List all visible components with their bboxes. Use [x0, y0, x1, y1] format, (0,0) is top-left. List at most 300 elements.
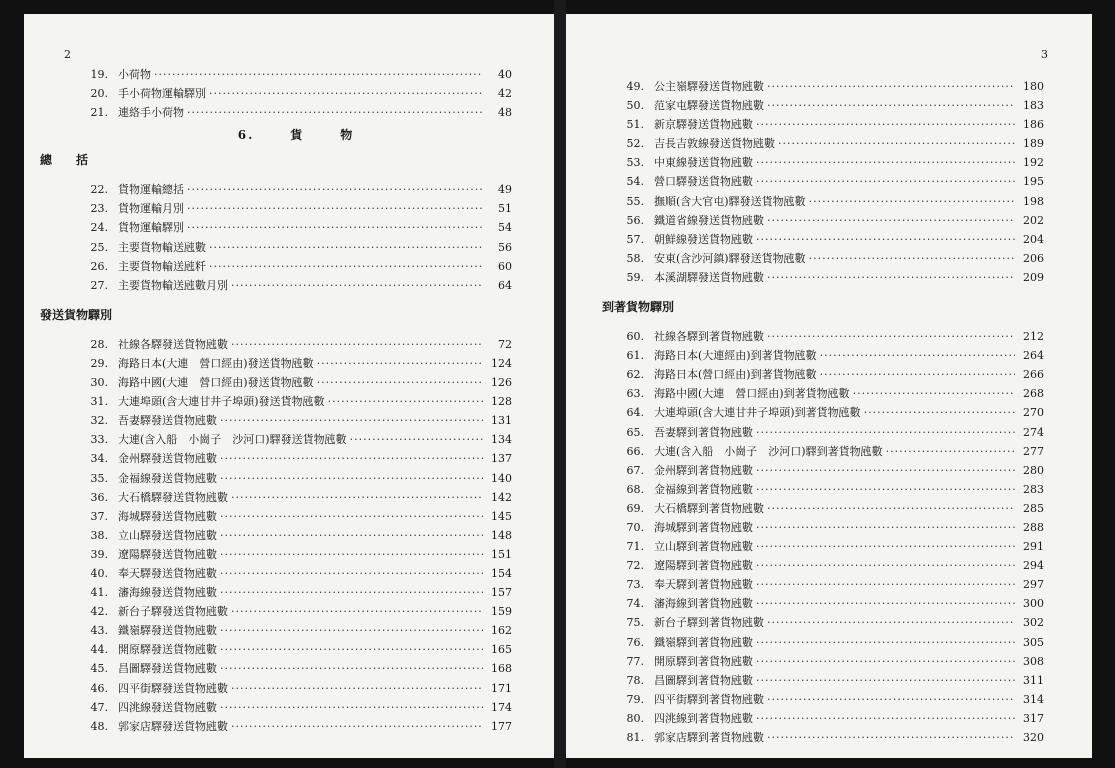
toc-entry: [616, 172, 1044, 191]
entry-number: 48.: [90, 719, 108, 733]
entry-title: 金州驛到著貨物瓲數: [654, 463, 753, 477]
dot-leader: [187, 103, 483, 122]
entry-number: 26.: [90, 259, 108, 273]
toc-entry: [80, 507, 512, 526]
entry-title: 營口驛發送貨物瓲數: [654, 175, 753, 189]
entry-page: 195: [1023, 175, 1044, 189]
dot-leader: [209, 257, 483, 276]
entry-number: 68.: [626, 482, 644, 496]
dot-leader: [756, 153, 1015, 172]
entry-number: 38.: [90, 528, 108, 542]
entry-page: 288: [1023, 520, 1044, 534]
entry-title: 四洮線發送貨物瓲數: [118, 700, 217, 714]
toc-entry: [80, 698, 512, 717]
toc-entry: [80, 545, 512, 564]
dot-leader: [187, 199, 483, 218]
dot-leader: [886, 442, 1015, 461]
entry-title: 大石橋驛發送貨物瓲數: [118, 490, 228, 504]
dot-leader: [820, 365, 1015, 384]
entry-page: 124: [491, 356, 512, 370]
toc-entry: [616, 499, 1044, 518]
entry-page: 280: [1023, 463, 1044, 477]
entry-number: 76.: [626, 635, 644, 649]
entry-page: 266: [1023, 368, 1044, 382]
entry-number: 62.: [626, 368, 644, 382]
entry-page: 128: [491, 395, 512, 409]
entry-title: 海路日本(大連經由)到著貨物瓲數: [654, 349, 817, 363]
entry-number: 44.: [90, 643, 108, 657]
entry-number: 78.: [626, 673, 644, 687]
entry-title: 遼陽驛到著貨物瓲數: [654, 559, 753, 573]
entry-number: 65.: [626, 425, 644, 439]
entry-number: 53.: [626, 156, 644, 170]
entry-page: 204: [1023, 232, 1044, 246]
toc-group: [616, 327, 1044, 747]
entry-page: 148: [491, 528, 512, 542]
entry-number: 47.: [90, 700, 108, 714]
entry-page: 51: [498, 202, 512, 216]
dot-leader: [756, 230, 1015, 249]
toc-entry: [80, 659, 512, 678]
entry-number: 50.: [626, 99, 644, 113]
toc-entry: [616, 230, 1044, 249]
toc-entry: [80, 583, 512, 602]
entry-number: 20.: [90, 87, 108, 101]
toc-entry: [80, 335, 512, 354]
dot-leader: [350, 430, 483, 449]
toc-entry: [80, 257, 512, 276]
entry-title: 金州驛發送貨物瓲數: [118, 452, 217, 466]
entry-number: 60.: [626, 330, 644, 344]
entry-title: 主要貨物輸送瓲粁: [118, 259, 206, 273]
entry-number: 41.: [90, 586, 108, 600]
entry-page: 189: [1023, 137, 1044, 151]
entry-title: 海路日本(營口經由)到著貨物瓲數: [654, 368, 817, 382]
entry-title: 昌圖驛到著貨物瓲數: [654, 673, 753, 687]
dot-leader: [767, 728, 1015, 747]
entry-page: 320: [1023, 731, 1044, 744]
dot-leader: [767, 499, 1015, 518]
entry-page: 60: [498, 259, 512, 273]
toc-entry: [616, 365, 1044, 384]
entry-number: 58.: [626, 251, 644, 265]
toc-group: [80, 180, 512, 295]
toc-entry: [616, 423, 1044, 442]
entry-number: 30.: [90, 376, 108, 390]
entry-title: 小荷物: [118, 68, 151, 81]
entry-title: 新台子驛發送貨物瓲數: [118, 605, 228, 619]
entry-title: 奉天驛到著貨物瓲數: [654, 578, 753, 592]
toc-entry: [80, 276, 512, 295]
toc-entry: [616, 346, 1044, 365]
entry-number: 42.: [90, 605, 108, 619]
dot-leader: [220, 659, 483, 678]
toc-entry: [616, 690, 1044, 709]
toc-entry: [616, 442, 1044, 461]
dot-leader: [756, 480, 1015, 499]
toc-entry: [80, 180, 512, 199]
toc-entry: [80, 218, 512, 237]
toc-entry: [80, 449, 512, 468]
toc-entry: [80, 84, 512, 103]
entry-page: 142: [491, 490, 512, 504]
dot-leader: [220, 621, 483, 640]
entry-title: 郭家店驛到著貨物瓲數: [654, 731, 764, 744]
entry-page: 137: [491, 452, 512, 466]
dot-leader: [756, 709, 1015, 728]
dot-leader: [220, 449, 483, 468]
entry-title: 大連埠頭(含大連甘井子埠頭)發送貨物瓲數: [118, 395, 325, 409]
dot-leader: [187, 218, 483, 237]
toc-entry: [80, 238, 512, 257]
toc-entry: [616, 211, 1044, 230]
dot-leader: [231, 679, 483, 698]
entry-page: 171: [491, 681, 512, 695]
entry-title: 海路中國(大連 營口經由)發送貨物瓲數: [118, 376, 314, 390]
section-title: 6. 貨 物: [237, 128, 355, 143]
entry-number: 34.: [90, 452, 108, 466]
entry-page: 180: [1023, 80, 1044, 93]
dot-leader: [767, 690, 1015, 709]
entry-page: 168: [491, 662, 512, 676]
dot-leader: [220, 526, 483, 545]
entry-title: 金福線發送貨物瓲數: [118, 471, 217, 485]
entry-number: 56.: [626, 213, 644, 227]
toc-entry: [616, 115, 1044, 134]
toc-entry: [616, 480, 1044, 499]
dot-leader: [756, 633, 1015, 652]
entry-title: 奉天驛發送貨物瓲數: [118, 566, 217, 580]
entry-page: 72: [498, 337, 512, 351]
entry-number: 21.: [90, 106, 108, 120]
toc-entry: [616, 153, 1044, 172]
section-heading-dispatch: 發送貨物驛別: [40, 307, 113, 322]
book-spine: [554, 0, 566, 768]
entry-number: 70.: [626, 520, 644, 534]
entry-page: 302: [1023, 616, 1044, 630]
toc-entry: [80, 526, 512, 545]
section-heading-general: 總 括: [40, 153, 89, 168]
entry-title: 四平街驛發送貨物瓲數: [118, 681, 228, 695]
toc-entry: [616, 461, 1044, 480]
entry-page: 157: [491, 586, 512, 600]
entry-number: 71.: [626, 540, 644, 554]
entry-title: 瀋海線到著貨物瓲數: [654, 597, 753, 611]
entry-number: 29.: [90, 356, 108, 370]
entry-number: 81.: [626, 731, 644, 744]
page-number: 2: [64, 48, 71, 61]
entry-page: 126: [491, 376, 512, 390]
toc-entry: [80, 392, 512, 411]
entry-title: 朝鮮線發送貨物瓲數: [654, 232, 753, 246]
entry-title: 新台子驛到著貨物瓲數: [654, 616, 764, 630]
dot-leader: [809, 249, 1015, 268]
entry-page: 206: [1023, 251, 1044, 265]
entry-title: 四平街驛到著貨物瓲數: [654, 692, 764, 706]
entry-number: 32.: [90, 414, 108, 428]
entry-title: 主要貨物輸送瓲數月別: [118, 278, 228, 292]
entry-page: 49: [498, 183, 512, 197]
toc-entry: [616, 403, 1044, 422]
toc-entry: [80, 103, 512, 122]
dot-leader: [220, 411, 483, 430]
entry-page: 154: [491, 566, 512, 580]
toc-entry: [616, 594, 1044, 613]
dot-leader: [231, 276, 483, 295]
toc-entry: [616, 575, 1044, 594]
entry-title: 海路日本(大連 營口經由)發送貨物瓲數: [118, 356, 314, 370]
toc-list-left: [40, 65, 512, 736]
entry-page: 297: [1023, 578, 1044, 592]
entry-number: 72.: [626, 559, 644, 573]
entry-page: 198: [1023, 194, 1044, 208]
entry-page: 317: [1023, 711, 1044, 725]
entry-number: 59.: [626, 270, 644, 284]
entry-number: 25.: [90, 240, 108, 254]
entry-number: 31.: [90, 395, 108, 409]
dot-leader: [756, 652, 1015, 671]
dot-leader: [756, 423, 1015, 442]
toc-entry: [80, 199, 512, 218]
entry-number: 61.: [626, 349, 644, 363]
entry-page: 285: [1023, 501, 1044, 515]
entry-page: 283: [1023, 482, 1044, 496]
entry-page: 174: [491, 700, 512, 714]
dot-leader: [756, 461, 1015, 480]
dot-leader: [756, 518, 1015, 537]
toc-entry: [80, 602, 512, 621]
entry-number: 39.: [90, 547, 108, 561]
entry-title: 安東(含沙河鎮)驛發送貨物瓲數: [654, 251, 806, 265]
entry-number: 35.: [90, 471, 108, 485]
entry-title: 社線各驛到著貨物瓲數: [654, 330, 764, 344]
toc-entry: [80, 564, 512, 583]
toc-group: [616, 77, 1044, 287]
entry-number: 80.: [626, 711, 644, 725]
toc-entry: [80, 679, 512, 698]
toc-entry: [616, 77, 1044, 96]
entry-page: 134: [491, 433, 512, 447]
entry-number: 36.: [90, 490, 108, 504]
toc-entry: [616, 537, 1044, 556]
entry-page: 145: [491, 509, 512, 523]
dot-leader: [209, 238, 483, 257]
entry-title: 海城驛到著貨物瓲數: [654, 520, 753, 534]
entry-page: 159: [491, 605, 512, 619]
entry-title: 大石橋驛到著貨物瓲數: [654, 501, 764, 515]
entry-title: 范家屯驛發送貨物瓲數: [654, 99, 764, 113]
entry-page: 294: [1023, 559, 1044, 573]
entry-page: 291: [1023, 540, 1044, 554]
toc-entry: [616, 96, 1044, 115]
toc-entry: [80, 430, 512, 449]
dot-leader: [209, 84, 483, 103]
toc-entry: [80, 717, 512, 736]
entry-title: 郭家店驛發送貨物瓲數: [118, 719, 228, 733]
dot-leader: [220, 507, 483, 526]
dot-leader: [820, 346, 1015, 365]
entry-page: 270: [1023, 406, 1044, 420]
entry-page: 212: [1023, 330, 1044, 344]
entry-number: 27.: [90, 278, 108, 292]
dot-leader: [853, 384, 1015, 403]
entry-page: 64: [498, 278, 512, 292]
dot-leader: [756, 556, 1015, 575]
entry-title: 開原驛到著貨物瓲數: [654, 654, 753, 668]
entry-title: 吾妻驛發送貨物瓲數: [118, 414, 217, 428]
entry-number: 52.: [626, 137, 644, 151]
entry-title: 連絡手小荷物: [118, 106, 184, 120]
dot-leader: [756, 172, 1015, 191]
entry-title: 瀋海線發送貨物瓲數: [118, 586, 217, 600]
dot-leader: [778, 134, 1015, 153]
dot-leader: [317, 354, 483, 373]
left-page: [24, 14, 554, 758]
toc-entry: [80, 469, 512, 488]
toc-entry: [616, 134, 1044, 153]
entry-page: 162: [491, 624, 512, 638]
toc-entry: [616, 384, 1044, 403]
entry-number: 37.: [90, 509, 108, 523]
toc-entry: [616, 518, 1044, 537]
dot-leader: [756, 537, 1015, 556]
entry-page: 183: [1023, 99, 1044, 113]
entry-title: 鐵嶺驛到著貨物瓲數: [654, 635, 753, 649]
entry-title: 鐵嶺驛發送貨物瓲數: [118, 624, 217, 638]
toc-entry: [616, 268, 1044, 287]
entry-title: 海路中國(大連 營口經由)到著貨物瓲數: [654, 387, 850, 401]
dot-leader: [328, 392, 483, 411]
entry-number: 69.: [626, 501, 644, 515]
dot-leader: [767, 268, 1015, 287]
entry-title: 社線各驛發送貨物瓲數: [118, 337, 228, 351]
entry-page: 54: [498, 221, 512, 235]
entry-title: 撫順(含大官屯)驛發送貨物瓲數: [654, 194, 806, 208]
dot-leader: [756, 594, 1015, 613]
entry-title: 本溪湖驛發送貨物瓲數: [654, 270, 764, 284]
entry-title: 大連(含入船 小崗子 沙河口)驛到著貨物瓲數: [654, 444, 883, 458]
dot-leader: [220, 469, 483, 488]
entry-page: 274: [1023, 425, 1044, 439]
entry-number: 66.: [626, 444, 644, 458]
toc-entry: [80, 373, 512, 392]
entry-number: 63.: [626, 387, 644, 401]
entry-title: 中東線發送貨物瓲數: [654, 156, 753, 170]
entry-number: 64.: [626, 406, 644, 420]
entry-page: 48: [498, 106, 512, 120]
toc-entry: [80, 640, 512, 659]
dot-leader: [231, 602, 483, 621]
dot-leader: [231, 488, 483, 507]
entry-title: 大連(含入船 小崗子 沙河口)驛發送貨物瓲數: [118, 433, 347, 447]
toc-entry: [80, 65, 512, 84]
entry-title: 立山驛到著貨物瓲數: [654, 540, 753, 554]
entry-number: 40.: [90, 566, 108, 580]
entry-page: 209: [1023, 270, 1044, 284]
entry-title: 鐵道省線發送貨物瓲數: [654, 213, 764, 227]
toc-entry: [616, 633, 1044, 652]
entry-title: 手小荷物運輸驛別: [118, 87, 206, 101]
entry-number: 55.: [626, 194, 644, 208]
entry-number: 24.: [90, 221, 108, 235]
entry-title: 昌圖驛發送貨物瓲數: [118, 662, 217, 676]
entry-number: 43.: [90, 624, 108, 638]
dot-leader: [756, 115, 1015, 134]
entry-number: 22.: [90, 183, 108, 197]
page-number: 3: [1041, 48, 1048, 61]
entry-page: 308: [1023, 654, 1044, 668]
dot-leader: [231, 717, 483, 736]
entry-number: 57.: [626, 232, 644, 246]
dot-leader: [220, 698, 483, 717]
entry-title: 貨物運輸總括: [118, 183, 184, 197]
section-heading-arrival: 到著貨物驛別: [602, 300, 675, 315]
entry-page: 131: [491, 414, 512, 428]
entry-number: 77.: [626, 654, 644, 668]
dot-leader: [231, 335, 483, 354]
entry-page: 202: [1023, 213, 1044, 227]
toc-entry: [80, 621, 512, 640]
dot-leader: [864, 403, 1015, 422]
dot-leader: [317, 373, 483, 392]
toc-entry: [80, 411, 512, 430]
entry-number: 19.: [90, 68, 108, 81]
entry-title: 貨物運輸驛別: [118, 221, 184, 235]
entry-page: 192: [1023, 156, 1044, 170]
entry-page: 311: [1023, 673, 1044, 687]
dot-leader: [756, 671, 1015, 690]
entry-title: 遼陽驛發送貨物瓲數: [118, 547, 217, 561]
entry-page: 177: [491, 719, 512, 733]
entry-page: 305: [1023, 635, 1044, 649]
entry-number: 51.: [626, 118, 644, 132]
entry-title: 四洮線到著貨物瓲數: [654, 711, 753, 725]
toc-entry: [80, 354, 512, 373]
entry-number: 45.: [90, 662, 108, 676]
entry-number: 79.: [626, 692, 644, 706]
entry-number: 28.: [90, 337, 108, 351]
toc-entry: [616, 613, 1044, 632]
toc-entry: [616, 709, 1044, 728]
entry-title: 大連埠頭(含大連甘井子埠頭)到著貨物瓲數: [654, 406, 861, 420]
entry-number: 49.: [626, 80, 644, 93]
entry-title: 新京驛發送貨物瓲數: [654, 118, 753, 132]
entry-number: 33.: [90, 433, 108, 447]
right-page: [566, 14, 1092, 758]
entry-page: 165: [491, 643, 512, 657]
toc-entry: [616, 556, 1044, 575]
entry-page: 268: [1023, 387, 1044, 401]
dot-leader: [767, 211, 1015, 230]
dot-leader: [809, 192, 1015, 211]
entry-number: 54.: [626, 175, 644, 189]
dot-leader: [767, 77, 1015, 96]
entry-title: 貨物運輸月別: [118, 202, 184, 216]
dot-leader: [154, 65, 483, 84]
entry-title: 吾妻驛到著貨物瓲數: [654, 425, 753, 439]
entry-title: 金福線到著貨物瓲數: [654, 482, 753, 496]
toc-entry: [616, 671, 1044, 690]
dot-leader: [767, 613, 1015, 632]
entry-page: 186: [1023, 118, 1044, 132]
entry-number: 46.: [90, 681, 108, 695]
entry-page: 264: [1023, 349, 1044, 363]
entry-page: 277: [1023, 444, 1044, 458]
entry-title: 主要貨物輸送瓲數: [118, 240, 206, 254]
entry-title: 海城驛發送貨物瓲數: [118, 509, 217, 523]
entry-number: 74.: [626, 597, 644, 611]
entry-page: 56: [498, 240, 512, 254]
